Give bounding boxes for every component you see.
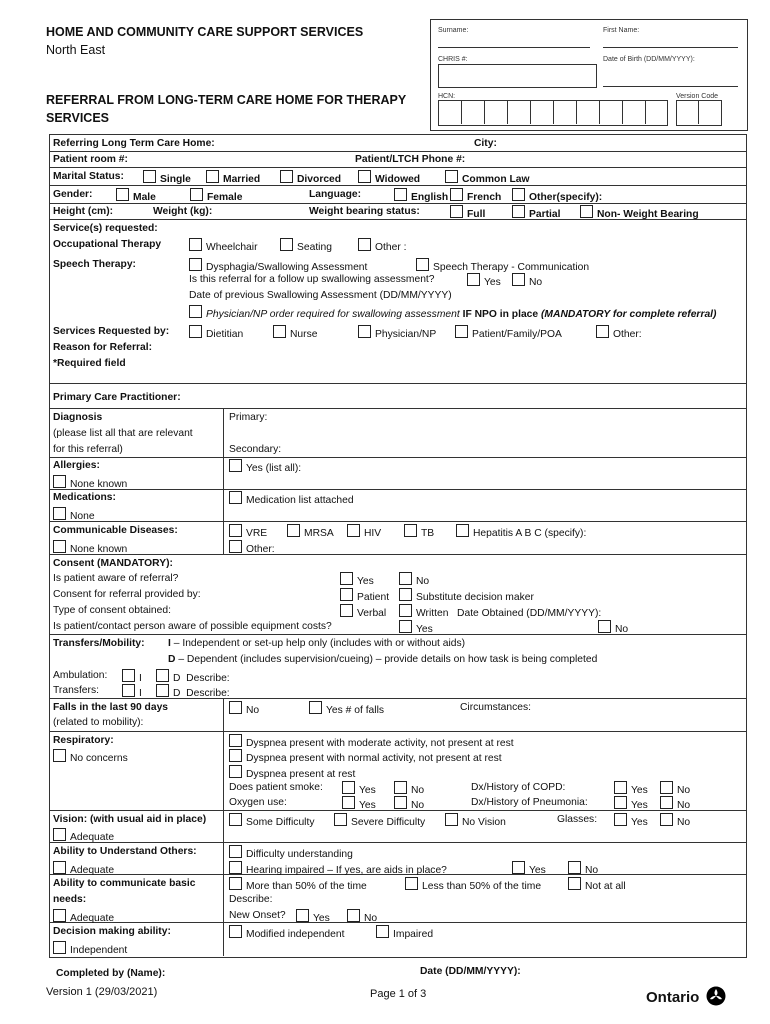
pneumonia-label: Dx/History of Pneumonia: xyxy=(471,797,588,808)
lang-french[interactable]: French xyxy=(450,188,501,204)
resp-none[interactable]: No concerns xyxy=(53,749,128,765)
marital-label: Marital Status: xyxy=(53,171,124,182)
ontario-logo: Ontario xyxy=(646,986,726,1007)
st-communication[interactable]: Speech Therapy - Communication xyxy=(416,258,589,274)
followup-question: Is this referral for a follow up swallowing assessment? xyxy=(189,274,435,285)
vision-none[interactable]: No Vision xyxy=(445,813,506,829)
trillium-icon xyxy=(706,986,726,1006)
consent-provided: Consent for referral provided by: xyxy=(53,589,201,600)
smoke-no[interactable]: No xyxy=(394,781,424,797)
communicate-adequate[interactable]: Adequate xyxy=(53,909,114,925)
vision-severe[interactable]: Severe Difficulty xyxy=(334,813,425,829)
marital-widowed[interactable]: Widowed xyxy=(358,170,420,186)
transfers-d[interactable]: D Describe: xyxy=(156,684,230,700)
language-label: Language: xyxy=(309,189,362,200)
prev-assessment-date: Date of previous Swallowing Assessment (DD/MM/YYYY) xyxy=(189,290,452,301)
ambulation-label: Ambulation: xyxy=(53,670,108,681)
falls-circumstances: Circumstances: xyxy=(460,702,531,713)
lang-other[interactable]: Other(specify): xyxy=(512,188,602,204)
form-title: REFERRAL FROM LONG-TERM CARE HOME FOR THERAPY xyxy=(46,93,407,107)
vision-some[interactable]: Some Difficulty xyxy=(229,813,314,829)
transfers-i[interactable]: I xyxy=(122,684,142,700)
transfers-label: Transfers/Mobility: xyxy=(53,638,145,649)
decision-modified[interactable]: Modified independent xyxy=(229,925,344,941)
comm-vre[interactable]: VRE xyxy=(229,524,267,540)
ot-other[interactable]: Other : xyxy=(358,238,406,254)
physician-order[interactable]: Physician/NP order required for swallowing assessment IF NPO in place (MANDATORY for complete referral) xyxy=(189,305,716,321)
surname-label: Surname: xyxy=(438,27,469,34)
st-dysphagia[interactable]: Dysphagia/Swallowing Assessment xyxy=(189,258,367,274)
phone-label: Patient/LTCH Phone #: xyxy=(355,154,466,165)
followup-yes[interactable]: Yes xyxy=(467,273,501,289)
consent-costs: Is patient/contact person aware of possible equipment costs? xyxy=(53,621,332,632)
oxygen-label: Oxygen use: xyxy=(229,797,287,808)
resp-d3[interactable]: Dyspnea present at rest xyxy=(229,765,355,781)
costs-yes[interactable]: Yes xyxy=(399,620,433,636)
form-title-2: SERVICES xyxy=(46,111,109,125)
resp-d1[interactable]: Dyspnea present with moderate activity, not present at rest xyxy=(229,734,514,750)
marital-common-law[interactable]: Common Law xyxy=(445,170,530,186)
room-label: Patient room #: xyxy=(53,154,128,165)
wb-status-label: Weight bearing status: xyxy=(309,206,420,217)
version-code-label: Version Code xyxy=(676,93,719,100)
chris-input[interactable] xyxy=(438,64,597,88)
page-number: Page 1 of 3 xyxy=(370,988,427,1000)
reason-label: Reason for Referral: xyxy=(53,342,152,353)
pneumonia-no[interactable]: No xyxy=(660,796,690,812)
gender-male[interactable]: Male xyxy=(116,188,156,204)
communicate-describe: Describe: xyxy=(229,894,273,905)
required-note: *Required field xyxy=(53,358,126,369)
meds-attached[interactable]: Medication list attached xyxy=(229,491,354,507)
aware-yes[interactable]: Yes xyxy=(340,572,374,588)
glasses-label: Glasses: xyxy=(557,814,598,825)
falls-label: Falls in the last 90 days xyxy=(53,702,169,713)
req-other[interactable]: Other: xyxy=(596,325,642,341)
height-label: Height (cm): xyxy=(53,206,114,217)
dob-label: Date of Birth (DD/MM/YYYY): xyxy=(603,56,695,63)
meds-label: Medications: xyxy=(53,492,116,503)
wb-full[interactable]: Full xyxy=(450,205,485,221)
ambulation-d[interactable]: D Describe: xyxy=(156,669,230,685)
decision-impaired[interactable]: Impaired xyxy=(376,925,433,941)
allergies-none[interactable]: None known xyxy=(53,475,127,491)
consent-label: Consent (MANDATORY): xyxy=(53,558,173,569)
consent-aware: Is patient aware of referral? xyxy=(53,573,179,584)
dx-secondary: Secondary: xyxy=(229,444,282,455)
dx-note1: (please list all that are relevant xyxy=(53,428,193,439)
services-label: Service(s) requested: xyxy=(53,223,158,234)
gender-female[interactable]: Female xyxy=(190,188,243,204)
vision-adequate[interactable]: Adequate xyxy=(53,828,114,844)
ltc-home-label: Referring Long Term Care Home: xyxy=(53,138,215,149)
ot-label: Occupational Therapy xyxy=(53,239,162,250)
copd-yes[interactable]: Yes xyxy=(614,781,648,797)
onset-no[interactable]: No xyxy=(347,909,377,925)
comm-none[interactable]: None known xyxy=(53,540,127,556)
completed-by-label: Completed by (Name): xyxy=(56,968,166,979)
aware-no[interactable]: No xyxy=(399,572,429,588)
resp-d2[interactable]: Dyspnea present with normal activity, not present at rest xyxy=(229,749,502,765)
ot-wheelchair[interactable]: Wheelchair xyxy=(189,238,258,254)
understand-adequate[interactable]: Adequate xyxy=(53,861,114,877)
req-dietitian[interactable]: Dietitian xyxy=(189,325,243,341)
type-verbal[interactable]: Verbal xyxy=(340,604,386,620)
gender-label: Gender: xyxy=(53,189,93,200)
wb-nwb[interactable]: Non- Weight Bearing xyxy=(580,205,699,221)
comm-hep[interactable]: Hepatitis A B C (specify): xyxy=(456,524,586,540)
falls-yes[interactable]: Yes # of falls xyxy=(309,701,384,717)
decision-label: Decision making ability: xyxy=(53,926,171,937)
hcn-label: HCN: xyxy=(438,93,456,100)
ppc-label: Primary Care Practitioner: xyxy=(53,392,181,403)
ot-seating[interactable]: Seating xyxy=(280,238,332,254)
communicate-notall[interactable]: Not at all xyxy=(568,877,626,893)
falls-sub: (related to mobility): xyxy=(53,717,144,728)
allergies-yes[interactable]: Yes (list all): xyxy=(229,459,301,475)
communicate-more[interactable]: More than 50% of the time xyxy=(229,877,367,893)
hearing-no[interactable]: No xyxy=(568,861,598,877)
lang-english[interactable]: English xyxy=(394,188,448,204)
copd-no[interactable]: No xyxy=(660,781,690,797)
hearing-yes[interactable]: Yes xyxy=(512,861,546,877)
form-table xyxy=(49,134,747,958)
date-label: Date (DD/MM/YYYY): xyxy=(420,966,521,977)
transfers-row-label: Transfers: xyxy=(53,685,99,696)
consent-type: Type of consent obtained: xyxy=(53,605,171,616)
onset-yes[interactable]: Yes xyxy=(296,909,330,925)
type-written[interactable]: Written Date Obtained (DD/MM/YYYY): xyxy=(399,604,601,620)
req-family[interactable]: Patient/Family/POA xyxy=(455,325,562,341)
oxygen-yes[interactable]: Yes xyxy=(342,796,376,812)
comm-label: Communicable Diseases: xyxy=(53,525,178,536)
costs-no[interactable]: No xyxy=(598,620,628,636)
wb-partial[interactable]: Partial xyxy=(512,205,560,221)
transfers-i-def: I – Independent or set-up help only (includes with or without aids) xyxy=(168,638,466,649)
marital-divorced[interactable]: Divorced xyxy=(280,170,341,186)
smoke-label: Does patient smoke: xyxy=(229,782,323,793)
region: North East xyxy=(46,43,106,57)
falls-no[interactable]: No xyxy=(229,701,259,717)
communicate-label-2: needs: xyxy=(53,894,87,905)
version-label: Version 1 (29/03/2021) xyxy=(46,986,158,998)
provided-patient[interactable]: Patient xyxy=(340,588,389,604)
smoke-yes[interactable]: Yes xyxy=(342,781,376,797)
comm-tb[interactable]: TB xyxy=(404,524,434,540)
req-nurse[interactable]: Nurse xyxy=(273,325,317,341)
allergies-label: Allergies: xyxy=(53,460,100,471)
resp-label: Respiratory: xyxy=(53,735,114,746)
comm-other[interactable]: Other: xyxy=(229,540,275,556)
understand-difficulty[interactable]: Difficulty understanding xyxy=(229,845,353,861)
ambulation-i[interactable]: I xyxy=(122,669,142,685)
communicate-less[interactable]: Less than 50% of the time xyxy=(405,877,541,893)
glasses-no[interactable]: No xyxy=(660,813,690,829)
marital-married[interactable]: Married xyxy=(206,170,260,186)
city-label: City: xyxy=(474,138,497,149)
understand-label: Ability to Understand Others: xyxy=(53,846,197,857)
vision-label: Vision: (with usual aid in place) xyxy=(53,814,207,825)
communicate-label: Ability to communicate basic xyxy=(53,878,196,889)
copd-label: Dx/History of COPD: xyxy=(471,782,566,793)
decision-independent[interactable]: Independent xyxy=(53,941,127,957)
req-physician[interactable]: Physician/NP xyxy=(358,325,436,341)
onset-label: New Onset? xyxy=(229,910,286,921)
oxygen-no[interactable]: No xyxy=(394,796,424,812)
services-requested-by-label: Services Requested by: xyxy=(53,326,170,337)
version-code-input[interactable] xyxy=(676,100,722,126)
pneumonia-yes[interactable]: Yes xyxy=(614,796,648,812)
followup-no[interactable]: No xyxy=(512,273,542,289)
comm-mrsa[interactable]: MRSA xyxy=(287,524,334,540)
meds-none[interactable]: None xyxy=(53,507,95,523)
chris-label: CHRIS #: xyxy=(438,56,468,63)
hearing-impaired[interactable]: Hearing impaired – If yes, are aids in place? xyxy=(229,861,447,877)
dx-primary: Primary: xyxy=(229,412,268,423)
glasses-yes[interactable]: Yes xyxy=(614,813,648,829)
dx-label: Diagnosis xyxy=(53,412,103,423)
first-name-label: First Name: xyxy=(603,27,640,34)
weight-label: Weight (kg): xyxy=(153,206,213,217)
comm-hiv[interactable]: HIV xyxy=(347,524,381,540)
marital-single[interactable]: Single xyxy=(143,170,191,186)
transfers-d-def: D – Dependent (includes supervision/cueing) – provide details on how task is being completed xyxy=(168,654,598,665)
dx-note2: for this referral) xyxy=(53,444,123,455)
org-name: HOME AND COMMUNITY CARE SUPPORT SERVICES xyxy=(46,25,364,39)
provided-sdm[interactable]: Substitute decision maker xyxy=(399,588,534,604)
speech-label: Speech Therapy: xyxy=(53,259,136,270)
